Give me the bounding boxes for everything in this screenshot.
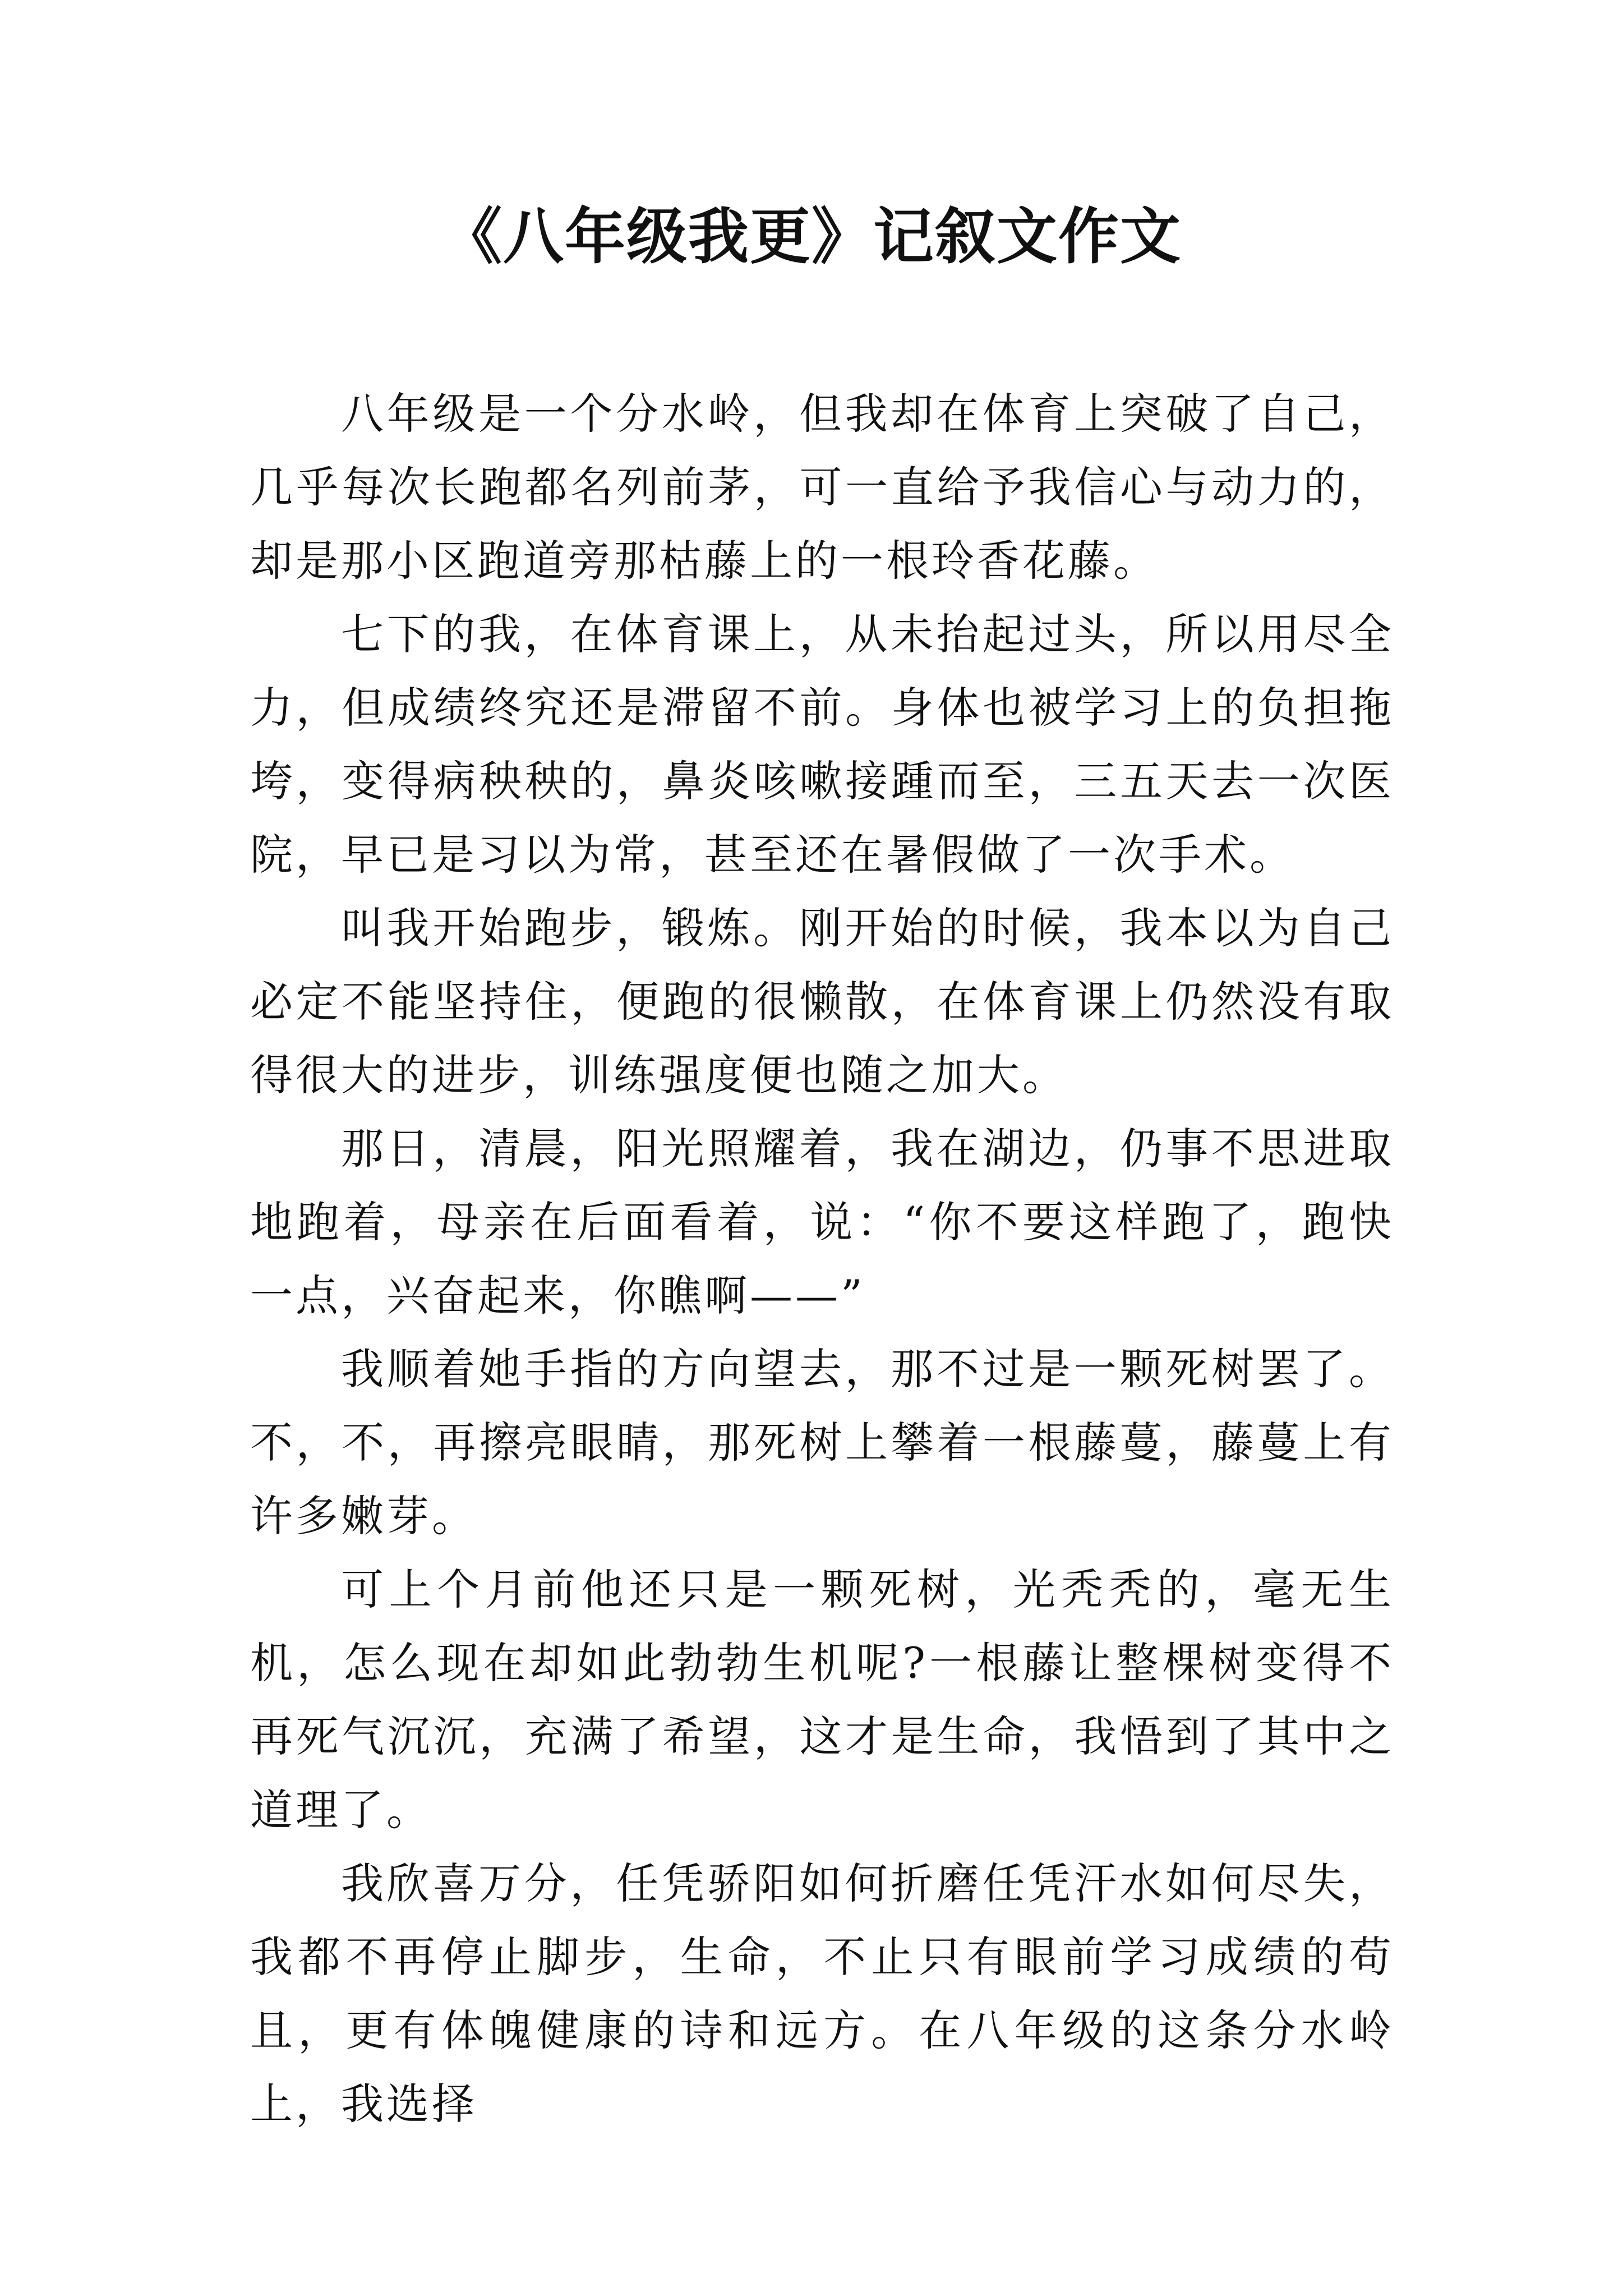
paragraph-3: 叫我开始跑步，锻炼。刚开始的时候，我本以为自己必定不能坚持住，便跑的很懒散，在体育课上仍然没有取得很大的进步，训练强度便也随之加大。 — [250, 903, 1394, 1100]
paragraph-1: 八年级是一个分水岭，但我却在体育上突破了自己，几乎每次长跑都名列前茅，可一直给予我信心与动力的，却是那小区跑道旁那枯藤上的一根玲香花藤。 — [250, 389, 1394, 586]
paragraph-7: 我欣喜万分，任凭骄阳如何折磨任凭汗水如何尽失，我都不再停止脚步，生命，不止只有眼前学习成绩的苟且，更有体魄健康的诗和远方。在八年级的这条分水岭上，我选择 — [250, 1858, 1394, 2129]
paragraph-6: 可上个月前他还只是一颗死树，光秃秃的，毫无生机，怎么现在却如此勃勃生机呢?一根藤让整棵树变得不再死气沉沉，充满了希望，这才是生命，我悟到了其中之道理了。 — [250, 1565, 1394, 1835]
paragraph-5: 我顺着她手指的方向望去，那不过是一颗死树罢了。不，不，再擦亮眼睛，那死树上攀着一根藤蔓，藤蔓上有许多嫩芽。 — [250, 1344, 1394, 1541]
document-body — [250, 377, 1394, 2141]
paragraph-2: 七下的我，在体育课上，从未抬起过头，所以用尽全力，但成绩终究还是滞留不前。身体也被学习上的负担拖垮，变得病秧秧的，鼻炎咳嗽接踵而至，三五天去一次医院，早已是习以为常，甚至还在暑假做了一次手术。 — [250, 609, 1394, 880]
document-title: 《八年级我更》记叙文作文 — [441, 202, 1182, 272]
paragraph-4: 那日，清晨，阳光照耀着，我在湖边，仍事不思进取地跑着，母亲在后面看着，说：“你不要这样跑了，跑快一点，兴奋起来，你瞧啊——” — [250, 1124, 1394, 1320]
